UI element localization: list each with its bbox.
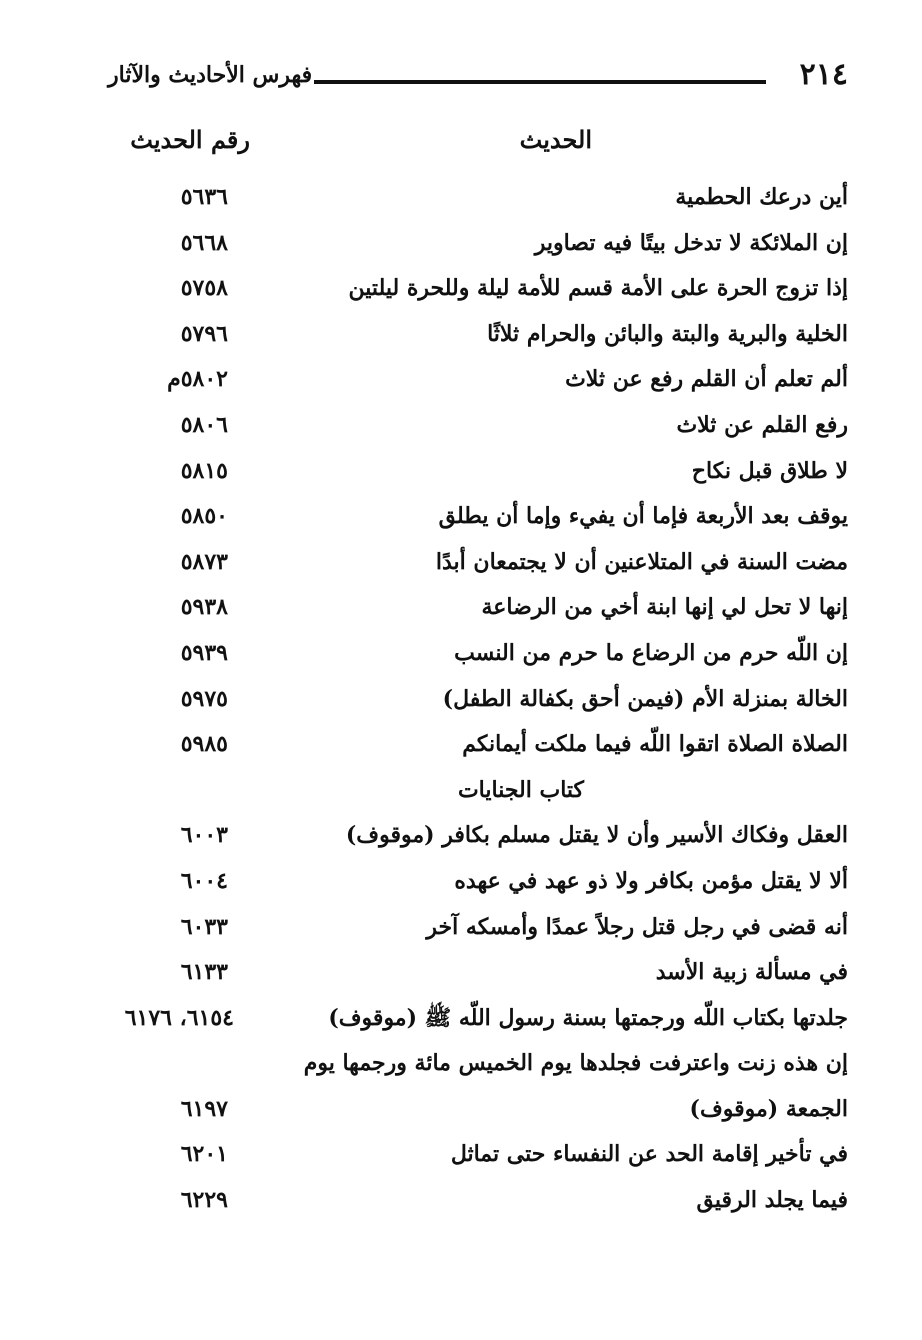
column-header-number: رقم الحديث <box>130 125 250 154</box>
hadith-text: الصلاة الصلاة اتقوا اللّه فيما ملكت أيمانكم <box>462 731 848 758</box>
hadith-text: الخالة بمنزلة الأم (فيمن أحق بكفالة الطفل) <box>442 685 848 712</box>
index-row <box>0 404 922 450</box>
column-header-hadith: الحديث <box>519 125 592 154</box>
hadith-number: ٦١٩٧ <box>180 1095 228 1122</box>
hadith-text: ألا لا يقتل مؤمن بكافر ولا ذو عهد في عهده <box>454 867 848 894</box>
index-row <box>0 906 922 952</box>
hadith-text: لا طلاق قبل نكاح <box>691 457 848 484</box>
hadith-text: إن الملائكة لا تدخل بيتًا فيه تصاوير <box>534 229 848 256</box>
index-row <box>0 450 922 496</box>
hadith-number: ٥٩٨٥ <box>180 731 228 758</box>
hadith-text: رفع القلم عن ثلاث <box>676 411 848 438</box>
index-row <box>0 678 922 724</box>
section-title: كتاب الجنايات <box>457 776 585 803</box>
hadith-number: ٥٩٣٩ <box>180 639 228 666</box>
hadith-index-list <box>0 176 922 1225</box>
index-row <box>0 586 922 632</box>
hadith-number: ٥٨٠٢م <box>167 366 228 393</box>
hadith-number: ٦٢٢٩ <box>180 1187 228 1214</box>
hadith-text: إذا تزوج الحرة على الأمة قسم للأمة ليلة وللحرة ليلتين <box>348 275 848 302</box>
index-row <box>0 358 922 404</box>
index-row <box>0 176 922 222</box>
index-row <box>0 632 922 678</box>
hadith-text: في تأخير إقامة الحد عن النفساء حتى تماثل <box>450 1141 848 1168</box>
page-header <box>108 58 848 98</box>
hadith-number: ٦٢٠١ <box>180 1141 228 1168</box>
hadith-number: ٥٧٩٦ <box>180 320 228 347</box>
hadith-text: ألم تعلم أن القلم رفع عن ثلاث <box>565 366 848 393</box>
hadith-number: ٦١٣٣ <box>180 959 228 986</box>
index-row <box>0 1179 922 1225</box>
index-row <box>0 1133 922 1179</box>
index-row <box>0 951 922 997</box>
hadith-number: ٥٨٥٠ <box>180 503 228 530</box>
hadith-text: إن هذه زنت واعترفت فجلدها يوم الخميس مائة ورجمها يوم <box>303 1050 848 1077</box>
hadith-number: ٥٨١٥ <box>180 457 228 484</box>
index-row <box>0 723 922 769</box>
hadith-text: يوقف بعد الأربعة فإما أن يفيء وإما أن يطلق <box>438 503 848 530</box>
hadith-number: ٥٨٠٦ <box>180 411 228 438</box>
section-heading-row <box>0 769 922 815</box>
hadith-number: ٦١٥٤، ٦١٧٦ <box>124 1004 234 1031</box>
header-rule <box>314 80 766 84</box>
index-row <box>0 222 922 268</box>
hadith-number: ٦٠٠٣ <box>180 822 228 849</box>
index-row <box>0 495 922 541</box>
page-number: ٢١٤ <box>799 57 848 92</box>
hadith-text: الجمعة (موقوف) <box>689 1095 848 1122</box>
hadith-number: ٥٦٣٦ <box>180 184 228 210</box>
hadith-text: إن اللّه حرم من الرضاع ما حرم من النسب <box>454 639 848 666</box>
hadith-number: ٥٦٦٨ <box>180 229 228 256</box>
hadith-number: ٥٨٧٣ <box>180 548 228 575</box>
hadith-text: العقل وفكاك الأسير وأن لا يقتل مسلم بكافر (موقوف) <box>345 822 848 849</box>
hadith-number: ٥٩٣٨ <box>180 594 228 621</box>
hadith-text: في مسألة زبية الأسد <box>655 959 848 986</box>
index-row <box>0 997 922 1043</box>
hadith-number: ٥٩٧٥ <box>180 685 228 712</box>
index-row <box>0 814 922 860</box>
index-row <box>0 267 922 313</box>
hadith-text: أنه قضى في رجل قتل رجلاً عمدًا وأمسكه آخر <box>426 913 848 940</box>
index-row <box>0 541 922 587</box>
hadith-text: مضت السنة في المتلاعنين أن لا يجتمعان أبدًا <box>435 548 848 575</box>
hadith-number: ٥٧٥٨ <box>180 275 228 302</box>
hadith-text: أين درعك الحطمية <box>675 184 848 210</box>
index-row <box>0 313 922 359</box>
index-row <box>0 860 922 906</box>
hadith-text: إنها لا تحل لي إنها ابنة أخي من الرضاعة <box>481 594 848 621</box>
hadith-text: جلدتها بكتاب اللّه ورجمتها بسنة رسول اللّه ﷺ (موقوف) <box>328 1004 848 1031</box>
hadith-text: فيما يجلد الرقيق <box>696 1187 848 1214</box>
hadith-text: الخلية والبرية والبتة والبائن والحرام ثلاثًا <box>487 320 848 347</box>
index-row <box>0 1042 922 1088</box>
hadith-number: ٦٠٣٣ <box>180 913 228 940</box>
index-row <box>0 1088 922 1134</box>
running-title: فهرس الأحاديث والآثار <box>108 62 313 88</box>
hadith-number: ٦٠٠٤ <box>180 867 228 894</box>
